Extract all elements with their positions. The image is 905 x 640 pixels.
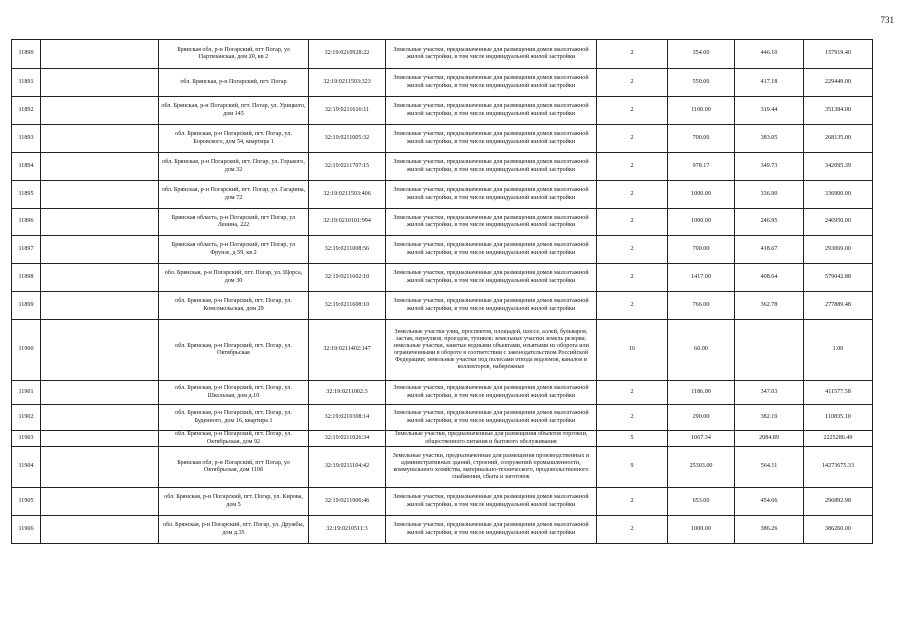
- specific-value-cell: 564.11: [735, 447, 804, 488]
- row-number: 11900: [12, 320, 41, 381]
- specific-value-cell: 362.78: [735, 292, 804, 320]
- land-use-description-cell: Земельные участки, предназначенные для размещения домов малоэтажной жилой застройки, в том числе индивидуальной жилой застройки: [386, 236, 597, 264]
- zone-group-cell: 2: [597, 516, 668, 544]
- table-row: [12, 181, 873, 209]
- empty-cell: [41, 447, 159, 488]
- area-cell: 978.17: [668, 153, 735, 181]
- table-row: [12, 236, 873, 264]
- area-cell: 766.00: [668, 292, 735, 320]
- area-cell: 1000.00: [668, 209, 735, 236]
- empty-cell: [41, 405, 159, 431]
- cadastral-value-cell: 246950.00: [804, 209, 873, 236]
- land-use-description-cell: Земельные участки, предназначенные для размещения домов малоэтажной жилой застройки, в том числе индивидуальной жилой застройки: [386, 488, 597, 516]
- address-cell: обл. Брянская, р-н Погарский, пгт. Погар, ул. Октябрьская, дом 92: [159, 431, 309, 447]
- area-cell: 653.00: [668, 488, 735, 516]
- row-number: 11901: [12, 381, 41, 405]
- row-number: 11899: [12, 292, 41, 320]
- specific-value-cell: 246.95: [735, 209, 804, 236]
- zone-group-cell: 2: [597, 405, 668, 431]
- empty-cell: [41, 125, 159, 153]
- row-number: 11904: [12, 447, 41, 488]
- zone-group-cell: 5: [597, 431, 668, 447]
- table-row: [12, 488, 873, 516]
- cadastral-number-cell: 32:19:0211602:10: [309, 264, 386, 292]
- land-use-description-cell: Земельные участки, предназначенные для размещения домов малоэтажной жилой застройки, в том числе индивидуальной жилой застройки: [386, 264, 597, 292]
- row-number: 11893: [12, 125, 41, 153]
- row-number: 11891: [12, 69, 41, 97]
- address-cell: обл. Брянская, р-н Погарский, пгт. Погар, ул. Буденного, дом 16, квартира 1: [159, 405, 309, 431]
- cadastral-number-cell: 32:19:0211026:34: [309, 431, 386, 447]
- area-cell: 1417.00: [668, 264, 735, 292]
- zone-group-cell: 2: [597, 125, 668, 153]
- table-row: [12, 381, 873, 405]
- empty-cell: [41, 69, 159, 97]
- cadastral-number-cell: 32:19:0211104:42: [309, 447, 386, 488]
- cadastral-value-cell: 1.00: [804, 320, 873, 381]
- empty-cell: [41, 209, 159, 236]
- land-use-description-cell: Земельные участки, предназначенные для размещения производственных и административных зданий, строений, сооружений промышленности, коммунального хозяйства, материально-технического, продовольственного снабжения, сбыта и заготовок: [386, 447, 597, 488]
- table-row: [12, 209, 873, 236]
- cadastral-number-cell: 32:19:0211707:15: [309, 153, 386, 181]
- table-row: [12, 431, 873, 447]
- row-number: 11890: [12, 40, 41, 69]
- specific-value-cell: 454.66: [735, 488, 804, 516]
- table-row: [12, 264, 873, 292]
- table-row: [12, 97, 873, 125]
- specific-value-cell: 349.73: [735, 153, 804, 181]
- row-number: 11905: [12, 488, 41, 516]
- empty-cell: [41, 264, 159, 292]
- cadastral-number-cell: 32:19:0211906:46: [309, 488, 386, 516]
- land-use-description-cell: Земельные участки, предназначенные для размещения домов малоэтажной жилой застройки, в том числе индивидуальной жилой застройки: [386, 516, 597, 544]
- address-cell: Брянская обл, р-н Погарский, пгт Погар, ул Октябрьская, дом 110б: [159, 447, 309, 488]
- empty-cell: [41, 40, 159, 69]
- row-number: 11898: [12, 264, 41, 292]
- specific-value-cell: 2084.89: [735, 431, 804, 447]
- zone-group-cell: 2: [597, 488, 668, 516]
- empty-cell: [41, 97, 159, 125]
- cadastral-value-cell: 110835.10: [804, 405, 873, 431]
- empty-cell: [41, 488, 159, 516]
- cadastral-value-cell: 14273675.33: [804, 447, 873, 488]
- row-number: 11896: [12, 209, 41, 236]
- specific-value-cell: 347.03: [735, 381, 804, 405]
- cadastral-number-cell: 32:19:0210511:3: [309, 516, 386, 544]
- zone-group-cell: 2: [597, 381, 668, 405]
- row-number: 11895: [12, 181, 41, 209]
- zone-group-cell: 2: [597, 264, 668, 292]
- land-use-description-cell: Земельные участки, предназначенные для размещения домов малоэтажной жилой застройки, в том числе индивидуальной жилой застройки: [386, 97, 597, 125]
- cadastral-number-cell: 32:19:0211503:323: [309, 69, 386, 97]
- table-row: [12, 405, 873, 431]
- cadastral-number-cell: 32:19:0211008:56: [309, 236, 386, 264]
- row-number: 11892: [12, 97, 41, 125]
- cadastral-value-table: [11, 39, 873, 544]
- land-use-description-cell: Земельные участки, предназначенные для размещения объектов торговли, общественного питания и бытового обслуживания: [386, 431, 597, 447]
- area-cell: 1000.00: [668, 181, 735, 209]
- table-row: [12, 292, 873, 320]
- zone-group-cell: 2: [597, 209, 668, 236]
- specific-value-cell: 383.05: [735, 125, 804, 153]
- cadastral-value-cell: 2225286.49: [804, 431, 873, 447]
- cadastral-number-cell: 32:19:0211002:3: [309, 381, 386, 405]
- zone-group-cell: 2: [597, 153, 668, 181]
- address-cell: обл. Брянская, р-н Погарский, пгт. Погар, ул. Горького, дом 32: [159, 153, 309, 181]
- table-row: [12, 69, 873, 97]
- address-cell: обл. Брянская, р-н Погарский, пгт. Погар, ул. Дружбы, дом д.35: [159, 516, 309, 544]
- zone-group-cell: 2: [597, 69, 668, 97]
- land-use-description-cell: Земельные участки, предназначенные для размещения домов малоэтажной жилой застройки, в том числе индивидуальной жилой застройки: [386, 125, 597, 153]
- address-cell: обл. Брянская, р-н Погарский, пгт. Погар, ул. Школьная, дом д.10: [159, 381, 309, 405]
- address-cell: Брянская область, р-н Погарский, пгт Погар, ул Ленина, 222: [159, 209, 309, 236]
- address-cell: Брянская обл, р-н Погарский, пгт Погар, ул Партизанская, дом 20, кв 2: [159, 40, 309, 69]
- cadastral-number-cell: 32:19:0211503:406: [309, 181, 386, 209]
- empty-cell: [41, 292, 159, 320]
- table-row: [12, 125, 873, 153]
- table-row: [12, 153, 873, 181]
- cadastral-value-cell: 579042.88: [804, 264, 873, 292]
- specific-value-cell: 417.18: [735, 69, 804, 97]
- row-number: 11903: [12, 431, 41, 447]
- land-use-description-cell: Земельные участки, предназначенные для размещения домов малоэтажной жилой застройки, в том числе индивидуальной жилой застройки: [386, 405, 597, 431]
- cadastral-value-cell: 386260.00: [804, 516, 873, 544]
- cadastral-value-cell: 336900.00: [804, 181, 873, 209]
- land-use-description-cell: Земельные участки, предназначенные для размещения домов малоэтажной жилой застройки, в том числе индивидуальной жилой застройки: [386, 292, 597, 320]
- empty-cell: [41, 381, 159, 405]
- address-cell: обл. Брянская, р-н Погарский, пгт. Погар: [159, 69, 309, 97]
- cadastral-number-cell: 32:19:0211005:32: [309, 125, 386, 153]
- cadastral-number-cell: 32:19:0211608:10: [309, 292, 386, 320]
- specific-value-cell: 418.67: [735, 236, 804, 264]
- table-body: [12, 40, 873, 544]
- cadastral-number-cell: 32:19:0210101:994: [309, 209, 386, 236]
- table-row: [12, 516, 873, 544]
- specific-value-cell: 408.64: [735, 264, 804, 292]
- cadastral-value-cell: 277889.48: [804, 292, 873, 320]
- specific-value-cell: 336.90: [735, 181, 804, 209]
- specific-value-cell: 446.10: [735, 40, 804, 69]
- specific-value-cell: 382.19: [735, 405, 804, 431]
- page-number: 731: [880, 15, 894, 25]
- cadastral-value-cell: 411577.58: [804, 381, 873, 405]
- zone-group-cell: 2: [597, 97, 668, 125]
- land-use-description-cell: Земельные участки, предназначенные для размещения домов малоэтажной жилой застройки, в том числе индивидуальной жилой застройки: [386, 153, 597, 181]
- address-cell: обл. Брянская, р-н Погарский, пгт. Погар, ул. Комсомольская, дом 29: [159, 292, 309, 320]
- land-use-description-cell: Земельные участки, предназначенные для размещения домов малоэтажной жилой застройки, в том числе индивидуальной жилой застройки: [386, 181, 597, 209]
- table-row: [12, 447, 873, 488]
- zone-group-cell: 2: [597, 181, 668, 209]
- address-cell: обл. Брянская, р-н Погарский, пгт. Погар, ул. Октябрьская: [159, 320, 309, 381]
- empty-cell: [41, 236, 159, 264]
- area-cell: 700.00: [668, 236, 735, 264]
- row-number: 11902: [12, 405, 41, 431]
- zone-group-cell: 2: [597, 40, 668, 69]
- address-cell: обл. Брянская, р-н Погарский, пгт. Погар, ул. Боровского, дом 54, квартира 1: [159, 125, 309, 153]
- empty-cell: [41, 516, 159, 544]
- empty-cell: [41, 181, 159, 209]
- area-cell: 700.00: [668, 125, 735, 153]
- zone-group-cell: 2: [597, 292, 668, 320]
- cadastral-value-cell: 157919.40: [804, 40, 873, 69]
- cadastral-number-cell: 32:19:0210928:22: [309, 40, 386, 69]
- land-use-description-cell: Земельные участки, предназначенные для размещения домов малоэтажной жилой застройки, в том числе индивидуальной жилой застройки: [386, 209, 597, 236]
- cadastral-value-cell: 268135.00: [804, 125, 873, 153]
- row-number: 11894: [12, 153, 41, 181]
- empty-cell: [41, 153, 159, 181]
- area-cell: 60.00: [668, 320, 735, 381]
- address-cell: обл. Брянская, р-н Погарский, пгт. Погар, ул. Щорса, дом 30: [159, 264, 309, 292]
- row-number: 11897: [12, 236, 41, 264]
- cadastral-value-cell: 293069.00: [804, 236, 873, 264]
- land-use-description-cell: Земельные участки, предназначенные для размещения домов малоэтажной жилой застройки, в том числе индивидуальной жилой застройки: [386, 69, 597, 97]
- row-number: 11906: [12, 516, 41, 544]
- area-cell: 1186.00: [668, 381, 735, 405]
- address-cell: Брянская область, р-н Погарский, пгт Погар, ул Фрунзе, д 59, кв 2: [159, 236, 309, 264]
- cadastral-value-cell: 342095.39: [804, 153, 873, 181]
- zone-group-cell: 2: [597, 236, 668, 264]
- specific-value-cell: 319.44: [735, 97, 804, 125]
- specific-value-cell: 386.26: [735, 516, 804, 544]
- land-use-description-cell: Земельные участки улиц, проспектов, площадей, шоссе, аллей, бульваров, застав, переулков, проездов, тупиков; земельные участки земель резерва; земельные участки, занятые водными объектами, изъятыми из оборота или ограниченными в обороте в соответствии с законодательством Российской Федерации; земельные участки под полосами отвода водоемов, каналов и коллекторов, набережные: [386, 320, 597, 381]
- area-cell: 25303.00: [668, 447, 735, 488]
- area-cell: 354.00: [668, 40, 735, 69]
- area-cell: 290.00: [668, 405, 735, 431]
- cadastral-number-cell: 32:19:0211402:147: [309, 320, 386, 381]
- zone-group-cell: 9: [597, 447, 668, 488]
- cadastral-number-cell: 32:19:0211616:11: [309, 97, 386, 125]
- area-cell: 1100.00: [668, 97, 735, 125]
- cadastral-value-cell: 351384.00: [804, 97, 873, 125]
- cadastral-number-cell: 32:19:0210308:14: [309, 405, 386, 431]
- cadastral-value-cell: 296892.98: [804, 488, 873, 516]
- empty-cell: [41, 431, 159, 447]
- area-cell: 1000.00: [668, 516, 735, 544]
- area-cell: 550.00: [668, 69, 735, 97]
- land-use-description-cell: Земельные участки, предназначенные для размещения домов малоэтажной жилой застройки, в том числе индивидуальной жилой застройки: [386, 40, 597, 69]
- empty-cell: [41, 320, 159, 381]
- address-cell: обл. Брянская, р-н Погарский, пгт. Погар, ул. Гагарина, дом 72: [159, 181, 309, 209]
- cadastral-value-cell: 229449.00: [804, 69, 873, 97]
- table-row: [12, 320, 873, 381]
- address-cell: обл. Брянская, р-н Погарский, пгт. Погар, ул. Кирова, дом 5: [159, 488, 309, 516]
- table-row: [12, 40, 873, 69]
- address-cell: обл. Брянская, р-н Погарский, пгт. Погар, ул. Урицкого, дом 145: [159, 97, 309, 125]
- zone-group-cell: 16: [597, 320, 668, 381]
- area-cell: 1067.34: [668, 431, 735, 447]
- specific-value-cell: [735, 320, 804, 381]
- land-use-description-cell: Земельные участки, предназначенные для размещения домов малоэтажной жилой застройки, в том числе индивидуальной жилой застройки: [386, 381, 597, 405]
